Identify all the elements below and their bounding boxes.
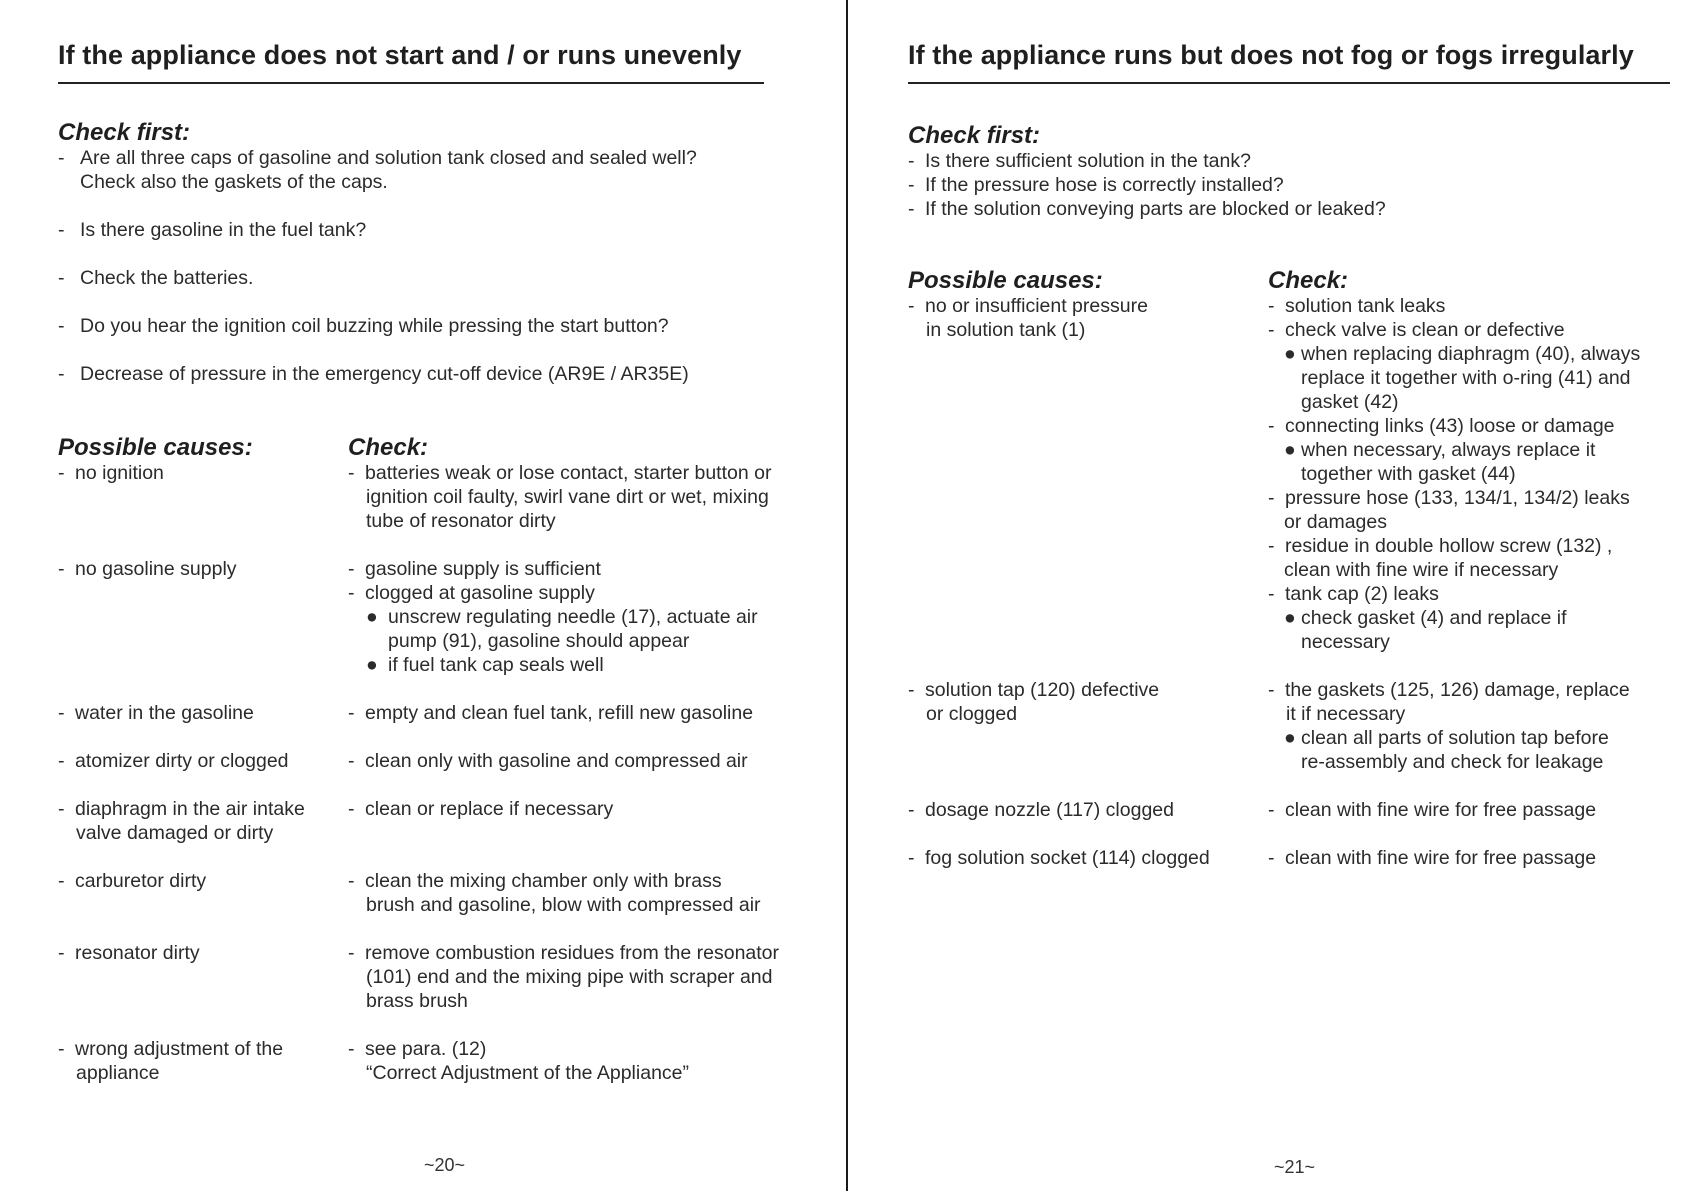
bullet-item-continued: re-assembly and check for leakage (1301, 751, 1604, 773)
check-text: - clean only with gasoline and compressed air (348, 750, 748, 772)
list-item-continued: Check also the gaskets of the caps. (80, 171, 388, 193)
check-text-continued: brush and gasoline, blow with compressed air (366, 894, 761, 916)
check-row (348, 941, 779, 1013)
check-row (348, 749, 748, 773)
list-item: - Decrease of pressure in the emergency cut-off device (AR9E / AR35E) (58, 363, 689, 385)
title-underline (908, 82, 1670, 84)
check-first-list (908, 149, 1386, 221)
check-row (348, 869, 761, 917)
check-text-continued: tube of resonator dirty (366, 510, 556, 532)
cause-text: - no or insufficient pressure (908, 295, 1148, 317)
cause-text: - diaphragm in the air intake (58, 798, 305, 820)
check-text-continued: or damages (1284, 511, 1387, 533)
cause-text: - carburetor dirty (58, 870, 207, 892)
bullet-item-continued: pump (91), gasoline should appear (388, 630, 690, 652)
check-first-heading: Check first: (58, 119, 191, 146)
cause-text: - wrong adjustment of the (58, 1038, 284, 1060)
check-text: - tank cap (2) leaks (1268, 583, 1439, 605)
check-text: - solution tank leaks (1268, 295, 1446, 317)
page-title: If the appliance does not start and / or runs unevenly (58, 40, 742, 70)
cause-row (58, 749, 289, 773)
cause-text: - solution tap (120) defective (908, 679, 1160, 701)
cause-text-continued: or clogged (926, 703, 1018, 725)
check-first-heading: Check first: (908, 122, 1041, 149)
possible-causes-heading: Possible causes: (908, 267, 1103, 294)
page-21 (848, 0, 1684, 1191)
bullet-item: ● when replacing diaphragm (40), always (1284, 343, 1641, 365)
check-first-list (58, 146, 697, 386)
check-row (1268, 294, 1640, 654)
check-text-continued: it if necessary (1286, 703, 1406, 725)
page-title: If the appliance runs but does not fog or fogs irregularly (908, 40, 1634, 70)
cause-row (58, 461, 164, 485)
bullet-item-continued: together with gasket (44) (1301, 463, 1516, 485)
list-item: - Are all three caps of gasoline and solution tank closed and sealed well? (58, 147, 697, 169)
cause-row (58, 941, 200, 965)
cause-text: - no gasoline supply (58, 558, 237, 580)
check-row (1268, 678, 1630, 774)
check-text: - remove combustion residues from the resonator (348, 942, 780, 964)
check-text: - clean or replace if necessary (348, 798, 614, 820)
check-text: - connecting links (43) loose or damage (1268, 415, 1615, 437)
check-row (1268, 798, 1596, 822)
list-item: - Check the batteries. (58, 267, 254, 289)
bullet-item: ● when necessary, always replace it (1284, 439, 1596, 461)
check-row (1268, 846, 1596, 870)
check-text: - the gaskets (125, 126) damage, replace (1268, 679, 1630, 701)
cause-row (58, 1037, 283, 1085)
bullet-item: ● unscrew regulating needle (17), actuate air (366, 606, 758, 628)
page-number: ~21~ (1274, 1157, 1316, 1177)
title-underline (58, 82, 764, 84)
cause-text: - resonator dirty (58, 942, 200, 964)
check-row (348, 461, 771, 533)
cause-text: - atomizer dirty or clogged (58, 750, 289, 772)
check-row (348, 701, 753, 725)
bullet-item: ● check gasket (4) and replace if (1284, 607, 1567, 629)
check-text-continued: brass brush (366, 990, 468, 1012)
bullet-item-continued: gasket (42) (1301, 391, 1399, 413)
bullet-item: ● if fuel tank cap seals well (366, 654, 604, 676)
cause-row (908, 846, 1210, 870)
cause-row (58, 797, 305, 845)
cause-text: - fog solution socket (114) clogged (908, 847, 1210, 869)
cause-row (908, 798, 1174, 822)
check-row (348, 1037, 689, 1085)
check-text: - clogged at gasoline supply (348, 582, 595, 604)
check-text: - clean with fine wire for free passage (1268, 847, 1597, 869)
cause-text: - water in the gasoline (58, 702, 254, 724)
check-text: - empty and clean fuel tank, refill new gasoline (348, 702, 754, 724)
check-text-continued: “Correct Adjustment of the Appliance” (366, 1062, 689, 1084)
check-text: - gasoline supply is sufficient (348, 558, 601, 580)
list-item: - Do you hear the ignition coil buzzing while pressing the start button? (58, 315, 669, 337)
cause-row (58, 701, 254, 725)
check-text: - residue in double hollow screw (132) , (1268, 535, 1613, 557)
check-text: - see para. (12) (348, 1038, 487, 1060)
check-text-continued: (101) end and the mixing pipe with scraper and (366, 966, 773, 988)
cause-text: - no ignition (58, 462, 164, 484)
check-text: - clean the mixing chamber only with brass (348, 870, 722, 892)
bullet-item-continued: replace it together with o-ring (41) and (1301, 367, 1631, 389)
list-item: - Is there sufficient solution in the tank? (908, 150, 1251, 172)
check-row (348, 557, 758, 677)
check-text-continued: clean with fine wire if necessary (1284, 559, 1559, 581)
possible-causes-heading: Possible causes: (58, 434, 253, 461)
cause-row (58, 557, 237, 581)
check-text: - batteries weak or lose contact, starter button or (348, 462, 772, 484)
cause-text-continued: valve damaged or dirty (76, 822, 274, 844)
check-text: - pressure hose (133, 134/1, 134/2) leaks (1268, 487, 1630, 509)
list-item: - If the solution conveying parts are blocked or leaked? (908, 198, 1386, 220)
page-number: ~20~ (424, 1155, 466, 1175)
cause-text: - dosage nozzle (117) clogged (908, 799, 1174, 821)
check-text: - clean with fine wire for free passage (1268, 799, 1597, 821)
check-text: - check valve is clean or defective (1268, 319, 1565, 341)
list-item: - Is there gasoline in the fuel tank? (58, 219, 367, 241)
check-heading: Check: (1268, 267, 1349, 294)
bullet-item: ● clean all parts of solution tap before (1284, 727, 1609, 749)
cause-row (908, 294, 1148, 342)
bullet-item-continued: necessary (1301, 631, 1390, 653)
cause-row (908, 678, 1159, 726)
cause-text-continued: appliance (76, 1062, 160, 1084)
cause-text-continued: in solution tank (1) (926, 319, 1086, 341)
check-heading: Check: (348, 434, 429, 461)
cause-row (58, 869, 206, 893)
list-item: - If the pressure hose is correctly installed? (908, 174, 1284, 196)
check-row (348, 797, 613, 821)
check-text-continued: ignition coil faulty, swirl vane dirt or wet, mixing (366, 486, 769, 508)
